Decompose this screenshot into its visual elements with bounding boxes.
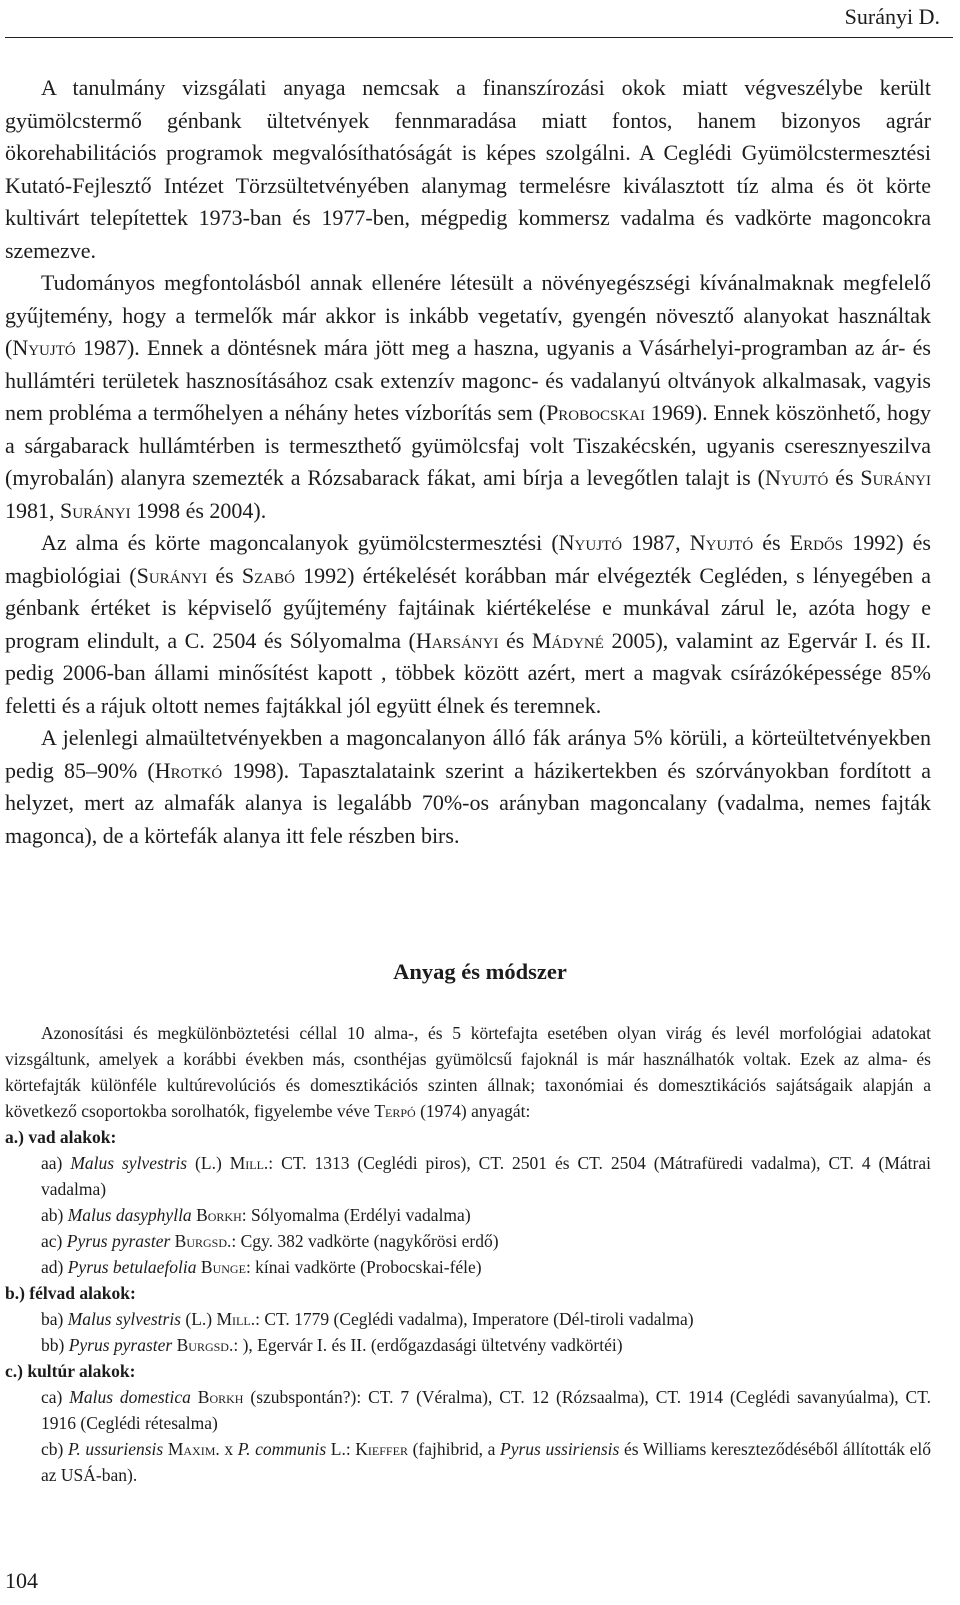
species-name: Pyrus betulaefolia — [67, 1257, 197, 1277]
citation-author: Erdős — [789, 530, 844, 555]
citation-author: Terpó — [374, 1101, 416, 1121]
item-code: ab) — [41, 1205, 64, 1225]
citation-author: Probocskai — [546, 400, 645, 425]
item-detail: : kínai vadkörte (Probocskai-féle) — [245, 1257, 482, 1277]
paragraph-1: A tanulmány vizsgálati anyaga nemcsak a finanszírozási okok miatt végveszélybe került gyümölcstermő génbank ültetvények fennmaradása miatt fontos, hanem bizonyos agrár ökorehabilitációs programok megvalósíthatóságát is képes szolgálni. A Ceglédi Gyümölcstermesztési Kutató-Fejlesztő Intézet Törzsültetvényében alanymag termelésre kiválasztott tíz alma és öt körte kultivárt telepítettek 1973-ban és 1977-ben, mégpedig kommersz vadalma és vadkörte magoncokra szemezve. — [5, 75, 931, 263]
list-item — [5, 1306, 931, 1332]
item-detail: : CT. 1779 (Ceglédi vadalma), Imperatore (Dél-tiroli vadalma) — [255, 1309, 694, 1329]
citation-author: Surányi — [60, 497, 131, 523]
main-text — [5, 72, 931, 852]
taxon-author: Maxim. — [167, 1439, 220, 1459]
list-item — [5, 1332, 931, 1358]
list-item — [5, 1254, 931, 1280]
list-item — [5, 1202, 931, 1228]
citation-author: Nyujtó — [764, 465, 829, 490]
species-name: P. ussuriensis — [67, 1439, 164, 1459]
taxon-author: Burgsd. — [176, 1335, 234, 1355]
header-rule — [5, 37, 953, 38]
citation-author: Nyujtó — [689, 530, 754, 555]
species-name: Pyrus ussiriensis — [500, 1439, 620, 1459]
citation-author: Surányi — [136, 562, 208, 588]
citation-author: Nyujtó — [12, 335, 76, 360]
paragraph-3: Az alma és körte magoncalanyok gyümölcstermesztési (Nyujtó 1987, Nyujtó és Erdős 1992) és magbiológiai (Surányi és Szabó 1992) értékelését korábban már elvégezték Cegléden, s lényegében a génbank értéket is képviselő gyűjtemény fajtáinak kiértékelése e munkával zárul le, azóta hogy e program elindult, a C. 2504 és Sólyomalma (Harsányi és Mádyné 2005), valamint az Egervár I. és II. pedig 2006-ban állami minősítést kapott , többek között azért, mert a magvak csírázóképessége 85% feletti és a rájuk oltott nemes fajtákkal jól együtt élnek és teremnek. — [5, 530, 932, 718]
species-name: Pyrus pyraster — [68, 1335, 173, 1355]
paragraph-2: Tudományos megfontolásból annak ellenére létesült a növényegészségi kívánalmaknak megfelelő gyűjtemény, hogy a termelők már akkor is inkább vegetatív, gyengén növesztő alanyokat használtak (Nyujtó 1987). Ennek a döntésnek mára jött meg a haszna, ugyanis a Vásárhelyi-programban az ár- és hullámtéri területek hasznosításához csak extenzív magonc- és vadalanyú oltványok alkalmasak, vagyis nem probléma a termőhelyen a néhány hetes vízborítás sem (Probocskai 1969). Ennek köszönhető, hogy a sárgabarack hullámtérben is termeszthető gyümölcsfaj volt Tiszakécskén, ugyanis cseresznyeszilva (myrobalán) alanyra szemezték a Rózsabarack fákat, ami bírja a levegőtlen talajt is (Nyujtó és Surányi 1981, Surányi 1998 és 2004). — [5, 270, 931, 523]
item-detail: : CT. 1313 (Ceglédi piros), CT. 2501 és CT. 2504 (Mátrafüredi vadalma), CT. 4 (Mátrai vadalma) — [41, 1153, 931, 1199]
taxon-author: Mill. — [216, 1309, 256, 1329]
species-name: Pyrus pyraster — [66, 1231, 171, 1251]
taxon-author: Borkh — [196, 1205, 242, 1225]
item-code: aa) — [41, 1153, 63, 1173]
taxon-author: Borkh — [197, 1387, 244, 1407]
item-detail: : Sólyomalma (Erdélyi vadalma) — [241, 1205, 471, 1225]
item-code: bb) — [41, 1335, 65, 1355]
citation-author: Surányi — [860, 465, 931, 490]
list-item: cb) P. ussuriensis Maxim. x P. communis L.: Kieffer (fajhibrid, a Pyrus ussiriensis és Williams kereszteződéséből állították elő az USÁ-ban). — [41, 1439, 932, 1485]
item-code: ba) — [41, 1309, 64, 1329]
item-detail: : ), Egervár I. és II. (erdőgazdasági ültetvény vadkörtéi) — [233, 1335, 623, 1355]
item-code: ca) — [41, 1387, 63, 1407]
taxon-author: Bunge — [200, 1257, 246, 1277]
citation-author: Szabó — [241, 562, 295, 588]
author-prefix: (L.) — [187, 1153, 230, 1173]
species-name: Malus dasyphylla — [67, 1205, 192, 1225]
group-heading: a.) vad alakok: — [5, 1127, 117, 1147]
methods-intro: Azonosítási és megkülönböztetési céllal 10 alma-, és 5 körtefajta esetében olyan virág és levél morfológiai adatokat vizsgáltunk, amelyek a korábbi években más, csonthéjas gyümölcsű fajoknál is már használhatók voltak. Ezek az alma- és körtefajták különféle kultúrevolúciós és domesztikációs szinten állnak; taxonómiai és domesztikációs sajátságaik alapján a következő csoportokba sorolhatók, figyelembe véve Terpó (1974) anyagát: — [5, 1023, 931, 1121]
author-prefix — [191, 1387, 198, 1407]
species-name: P. communis — [237, 1439, 327, 1459]
page-number: 104 — [5, 1568, 38, 1593]
citation-author: Harsányi — [415, 627, 499, 653]
methods-text — [5, 1020, 931, 1488]
species-name: Malus domestica — [69, 1387, 191, 1407]
species-name: Malus sylvestris — [70, 1153, 188, 1173]
group-heading: c.) kultúr alakok: — [5, 1361, 136, 1381]
citation-author: Nyujtó — [558, 530, 623, 555]
page-header — [0, 0, 960, 40]
author-prefix: (L.) — [181, 1309, 217, 1329]
taxon-author: Kieffer — [355, 1439, 408, 1459]
group-heading: b.) félvad alakok: — [5, 1283, 136, 1303]
list-item — [5, 1228, 931, 1254]
taxon-groups — [5, 1124, 931, 1436]
paragraph-4: A jelenlegi almaültetvényekben a magoncalanyon álló fák aránya 5% körüli, a körteültetvényekben pedig 85–90% (Hrotkó 1998). Tapasztalataink szerint a házikertekben és szórványokban fordított a helyzet, mert az almafák alanya is legalább 70%-os arányban magoncalany (vadalma, nemes fajták magonca), de a körtefák alanya itt fele részben birs. — [5, 725, 931, 848]
running-head: Surányi D. — [844, 4, 940, 29]
taxon-author: Burgsd. — [174, 1231, 232, 1251]
item-detail: : Cgy. 382 vadkörte (nagykőrösi erdő) — [231, 1231, 499, 1251]
citation-author: Mádyné — [531, 627, 604, 653]
item-code: ad) — [41, 1257, 64, 1277]
item-code: ac) — [41, 1231, 63, 1251]
section-title: Anyag és módszer — [393, 959, 567, 984]
list-item — [5, 1150, 931, 1202]
taxon-author: Mill. — [229, 1153, 269, 1173]
species-name: Malus sylvestris — [67, 1309, 181, 1329]
list-item — [5, 1384, 931, 1436]
item-detail: (szubspontán?): CT. 7 (Véralma), CT. 12 (Rózsaalma), CT. 1914 (Ceglédi savanyúalma), CT. 1916 (Ceglédi rétesalma) — [41, 1387, 931, 1433]
citation-author: Hrotkó — [154, 757, 223, 783]
